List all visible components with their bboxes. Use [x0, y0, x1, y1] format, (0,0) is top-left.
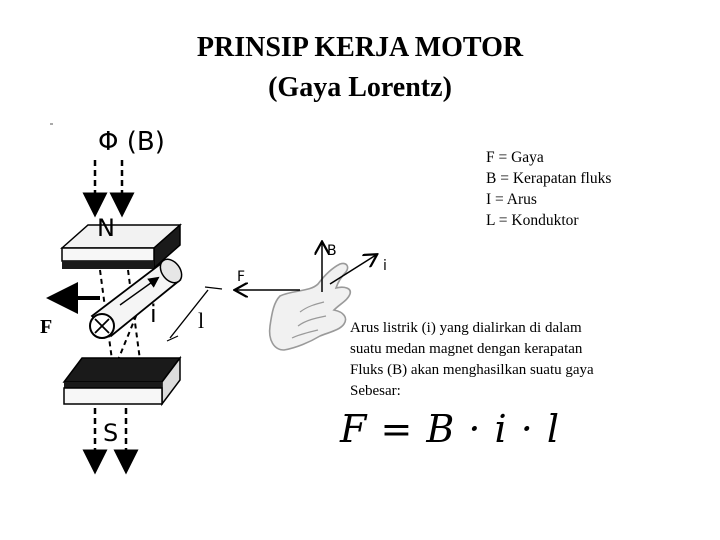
- description-line: Fluks (B) akan menghasilkan suatu gaya: [350, 362, 594, 378]
- legend-item: B = Kerapatan fluks: [486, 170, 612, 187]
- legend-item: F = Gaya: [486, 149, 544, 166]
- description-line: suatu medan magnet dengan kerapatan: [350, 341, 583, 357]
- south-magnet: [64, 358, 180, 404]
- description: [350, 318, 645, 402]
- lorentz-formula: F = B · i · l: [340, 407, 561, 451]
- description-line: Arus listrik (i) yang dialirkan di dalam: [350, 320, 582, 336]
- length-label: l: [198, 308, 205, 333]
- length-tick-bottom: [167, 336, 178, 341]
- legend-item: I = Arus: [486, 191, 537, 208]
- force-label: F: [40, 316, 53, 338]
- current-label: i: [150, 300, 157, 328]
- hand-i-label: i: [383, 258, 387, 274]
- legend-item: L = Konduktor: [486, 212, 579, 229]
- description-line: Sebesar:: [350, 383, 401, 399]
- north-label: N: [97, 214, 115, 242]
- title-line-2: (Gaya Lorentz): [268, 72, 452, 103]
- title-line-1: PRINSIP KERJA MOTOR: [196, 32, 524, 63]
- hand-b-label: B: [327, 243, 337, 259]
- hand-f-label: F: [237, 269, 246, 285]
- legend: [486, 147, 611, 231]
- length-tick-top: [205, 287, 222, 289]
- south-label: S: [103, 419, 119, 447]
- flux-label: Φ (B): [98, 127, 165, 157]
